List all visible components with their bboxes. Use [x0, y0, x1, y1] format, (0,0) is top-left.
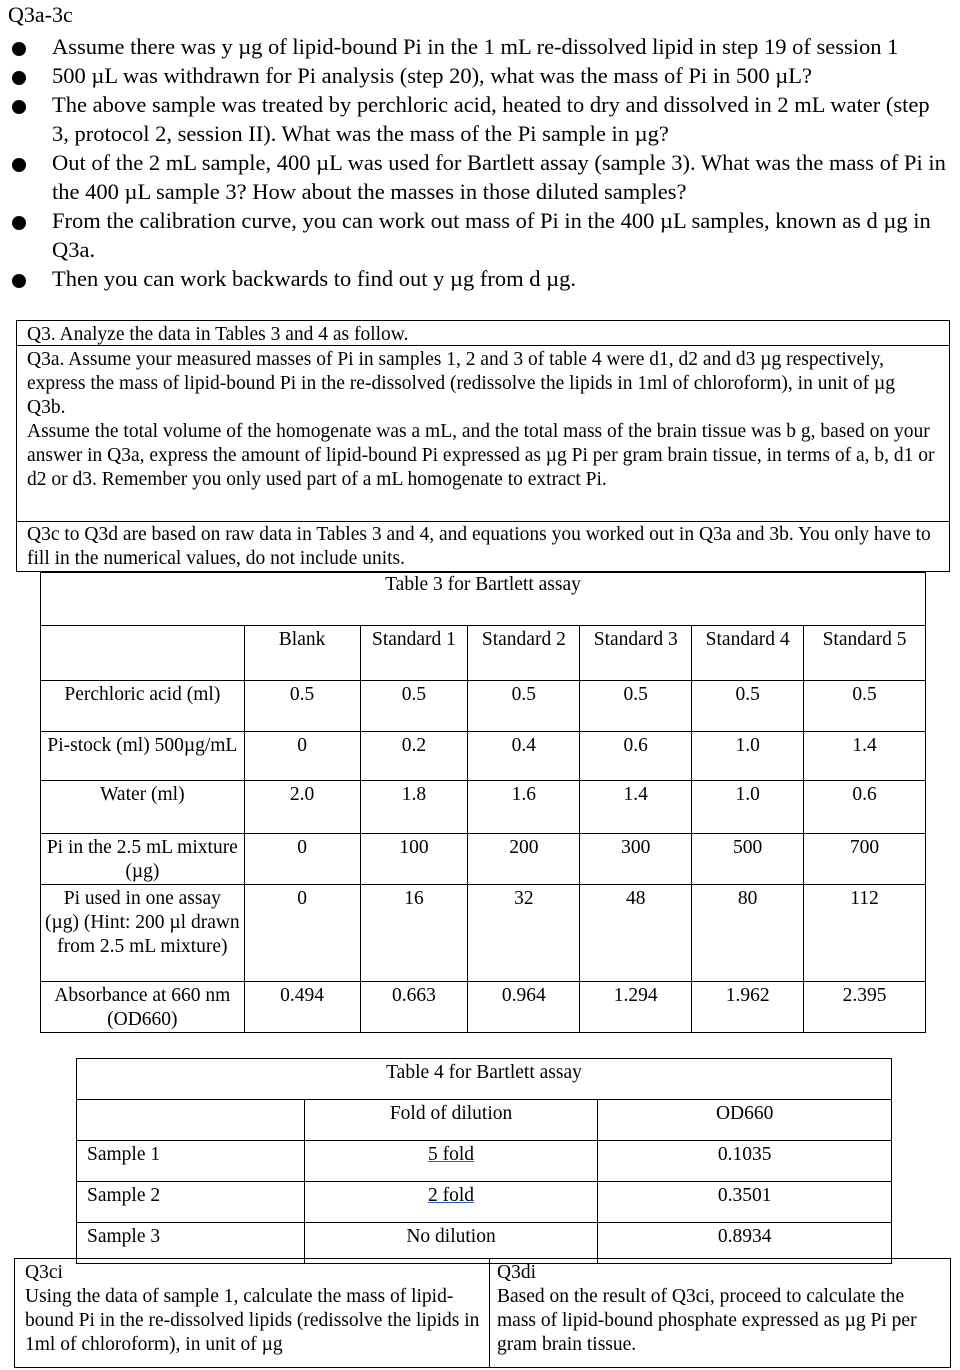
bullet-icon	[12, 100, 26, 114]
bullet-text: Then you can work backwards to find out y µg from d µg.	[52, 266, 576, 291]
table-row	[77, 1141, 892, 1182]
q3ci-text: Using the data of sample 1, calculate the mass of lipid-bound Pi in the re-dissolved lipids (redissolve the lipids in 1ml of chloroform), in unit of µg	[25, 1286, 480, 1355]
table-row	[41, 885, 926, 982]
table-cell: 100	[360, 834, 468, 885]
row-label: Pi-stock (ml) 500µg/mL	[41, 732, 245, 781]
column-header: Fold of dilution	[304, 1100, 598, 1141]
table-row	[77, 1182, 892, 1223]
bullet-icon	[12, 158, 26, 172]
q3ci-label: Q3ci	[25, 1262, 63, 1283]
row-label: Pi in the 2.5 mL mixture (µg)	[41, 834, 245, 885]
column-header: OD660	[598, 1100, 892, 1141]
divider	[17, 521, 949, 522]
table-cell: 0.1035	[598, 1141, 892, 1182]
table-cell: 80	[692, 885, 804, 982]
row-label: Pi used in one assay (µg) (Hint: 200 µl drawn from 2.5 mL mixture)	[41, 885, 245, 982]
table-cell: No dilution	[304, 1223, 598, 1264]
bullet-text: Assume there was y µg of lipid-bound Pi in the 1 mL re-dissolved lipid in step 19 of session 1	[52, 34, 899, 59]
column-header: Blank	[244, 626, 360, 681]
table-cell: 0	[244, 885, 360, 982]
table-4-bartlett	[76, 1058, 892, 1264]
row-label: Perchloric acid (ml)	[41, 681, 245, 732]
table-cell: 300	[580, 834, 692, 885]
table-caption: Table 4 for Bartlett assay	[77, 1059, 892, 1100]
q3a-text: Q3a. Assume your measured masses of Pi in samples 1, 2 and 3 of table 4 were d1, d2 and d3 µg respectively, express the mass of lipid-bound Pi in the re-dissolved (redissolve the lipids in 1ml of chloroform), in unit of µg	[27, 349, 896, 394]
table-cell: 0.5	[692, 681, 804, 732]
table-cell: 0.5	[804, 681, 926, 732]
bullet-icon	[12, 42, 26, 56]
bullet-text: 500 µL was withdrawn for Pi analysis (step 20), what was the mass of Pi in 500 µL?	[52, 63, 812, 88]
table-cell: 2.395	[804, 982, 926, 1033]
table-cell: 0.964	[468, 982, 580, 1033]
q3ci-q3di-box	[14, 1258, 951, 1368]
table-cell: 16	[360, 885, 468, 982]
bullet-item	[0, 264, 950, 293]
table-cell: 1.8	[360, 781, 468, 834]
q3ci-section	[25, 1261, 485, 1357]
column-header: Standard 3	[580, 626, 692, 681]
table-cell: 2.0	[244, 781, 360, 834]
table-cell: 1.294	[580, 982, 692, 1033]
table-cell: 32	[468, 885, 580, 982]
table-row	[41, 732, 926, 781]
table-cell: 0.2	[360, 732, 468, 781]
table-cell: 0.5	[580, 681, 692, 732]
table-row	[41, 834, 926, 885]
table-cell: 0.5	[468, 681, 580, 732]
divider	[17, 345, 949, 346]
table-row	[41, 781, 926, 834]
column-header	[41, 626, 245, 681]
table-row	[41, 982, 926, 1033]
table-3-bartlett	[40, 572, 926, 1033]
bullet-item	[0, 32, 950, 61]
bullet-icon	[12, 71, 26, 85]
column-header: Standard 2	[468, 626, 580, 681]
table-cell: 0	[244, 834, 360, 885]
q3b-text: Assume the total volume of the homogenate was a mL, and the total mass of the brain tissue was b g, based on your answer in Q3a, express the amount of lipid-bound Pi expressed as µg Pi per gram brain tissue, in terms of a, b, d1 or d2 or d3. Remember you only used part of a mL homogenate to extract Pi.	[27, 421, 935, 490]
table-cell	[304, 1182, 598, 1223]
table-cell: 112	[804, 885, 926, 982]
divider	[489, 1259, 490, 1367]
table-caption: Table 3 for Bartlett assay	[41, 573, 926, 626]
q3di-text: Based on the result of Q3ci, proceed to calculate the mass of lipid-bound phosphate expressed as µg Pi per gram brain tissue.	[497, 1286, 917, 1355]
column-header: Standard 1	[360, 626, 468, 681]
table-header-row	[41, 626, 926, 681]
table-cell: 0	[244, 732, 360, 781]
column-header	[77, 1100, 305, 1141]
bullet-item	[0, 90, 950, 148]
row-label: Sample 2	[77, 1182, 305, 1223]
table-cell: 1.6	[468, 781, 580, 834]
table-cell: 0.4	[468, 732, 580, 781]
table-cell: 0.494	[244, 982, 360, 1033]
table-cell: 1.0	[692, 781, 804, 834]
table-cell: 1.0	[692, 732, 804, 781]
bullet-item	[0, 206, 950, 264]
table-cell: 1.962	[692, 982, 804, 1033]
table-cell: 0.5	[244, 681, 360, 732]
bullet-item	[0, 61, 950, 90]
page-title: Q3a-3c	[8, 2, 73, 27]
table-cell: 0.6	[580, 732, 692, 781]
column-header: Standard 4	[692, 626, 804, 681]
table-cell: 48	[580, 885, 692, 982]
row-label: Sample 3	[77, 1223, 305, 1264]
bullet-text: The above sample was treated by perchloric acid, heated to dry and dissolved in 2 mL water (step 3, protocol 2, session II). What was the mass of the Pi sample in µg?	[52, 92, 930, 146]
instruction-bullets	[0, 32, 950, 293]
column-header: Standard 5	[804, 626, 926, 681]
row-label: Sample 1	[77, 1141, 305, 1182]
table-cell: 1.4	[804, 732, 926, 781]
q3-question-box	[16, 320, 950, 572]
q3di-label: Q3di	[497, 1262, 536, 1283]
bullet-icon	[12, 216, 26, 230]
q3b-label: Q3b.	[27, 397, 66, 418]
table-cell: 500	[692, 834, 804, 885]
table-cell	[304, 1141, 598, 1182]
table-header-row	[77, 1100, 892, 1141]
bullet-text: Out of the 2 mL sample, 400 µL was used for Bartlett assay (sample 3). What was the mass of Pi in the 400 µL sample 3? How about the masses in those diluted samples?	[52, 150, 946, 204]
dilution-value: 5 fold	[428, 1144, 475, 1165]
table-cell: 0.3501	[598, 1182, 892, 1223]
bullet-text: From the calibration curve, you can work out mass of Pi in the 400 µL samples, known as d µg in Q3a.	[52, 208, 931, 262]
table-cell: 1.4	[580, 781, 692, 834]
table-row	[41, 681, 926, 732]
q3di-section	[497, 1261, 947, 1357]
q3-intro: Q3. Analyze the data in Tables 3 and 4 as follow.	[27, 324, 409, 345]
table-cell: 200	[468, 834, 580, 885]
table-cell: 0.663	[360, 982, 468, 1033]
table-cell: 0.8934	[598, 1223, 892, 1264]
q3c-text: Q3c to Q3d are based on raw data in Tables 3 and 4, and equations you worked out in Q3a and 3b. You only have to fill in the numerical values, do not include units.	[27, 524, 931, 569]
row-label: Absorbance at 660 nm (OD660)	[41, 982, 245, 1033]
row-label: Water (ml)	[41, 781, 245, 834]
dilution-value: 2 fold	[428, 1185, 475, 1206]
table-cell: 700	[804, 834, 926, 885]
table-cell: 0.5	[360, 681, 468, 732]
bullet-item	[0, 148, 950, 206]
q3a-q3b-section	[27, 348, 941, 492]
table-cell: 0.6	[804, 781, 926, 834]
bullet-icon	[12, 274, 26, 288]
